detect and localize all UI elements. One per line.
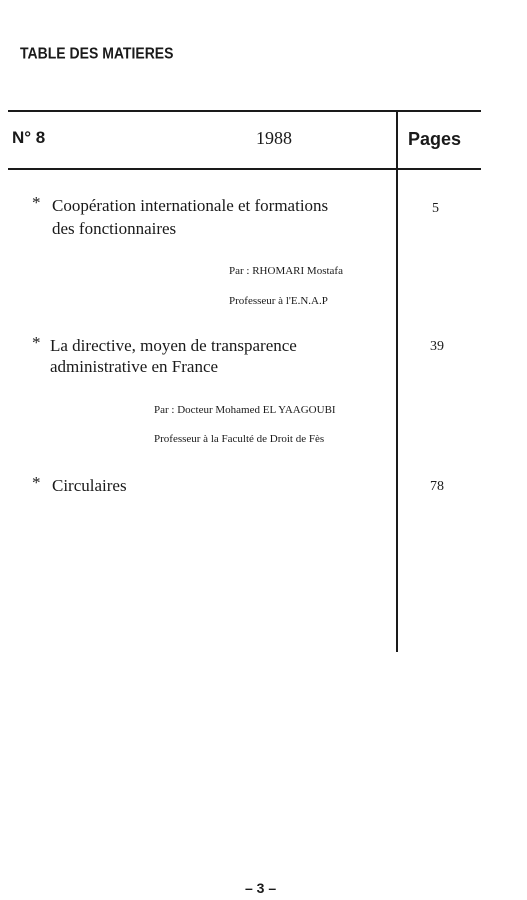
entry-page-number: 5 (432, 201, 439, 216)
entry-bullet: * (32, 333, 41, 352)
table-top-rule (8, 110, 481, 112)
entry-affiliation: Professeur à la Faculté de Droit de Fès (154, 433, 325, 445)
entry-bullet: * (32, 193, 41, 212)
entry-affiliation: Professeur à l'E.N.A.P (229, 295, 328, 307)
entry-page-number: 78 (430, 479, 444, 494)
entry-title-line: des fonctionnaires (52, 219, 177, 238)
table-header-rule (8, 168, 481, 170)
entry-title-line: Coopération internationale et formations (52, 196, 329, 215)
entry-title-line: administrative en France (50, 357, 219, 376)
entry-bullet: * (32, 473, 41, 492)
entry-page-number: 39 (430, 339, 444, 354)
entry-author: Par : RHOMARI Mostafa (229, 265, 343, 277)
entry-author: Par : Docteur Mohamed EL YAAGOUBI (154, 404, 336, 416)
page-heading: TABLE DES MATIERES (20, 44, 174, 62)
entry-title-line: La directive, moyen de transparence (50, 336, 297, 355)
issue-number: N° 8 (12, 128, 46, 147)
issue-year: 1988 (256, 128, 292, 148)
pages-column-divider (396, 110, 398, 652)
entry-title-line: Circulaires (52, 476, 127, 495)
pages-column-header: Pages (408, 129, 462, 149)
page-footer-number: – 3 – (245, 880, 277, 896)
